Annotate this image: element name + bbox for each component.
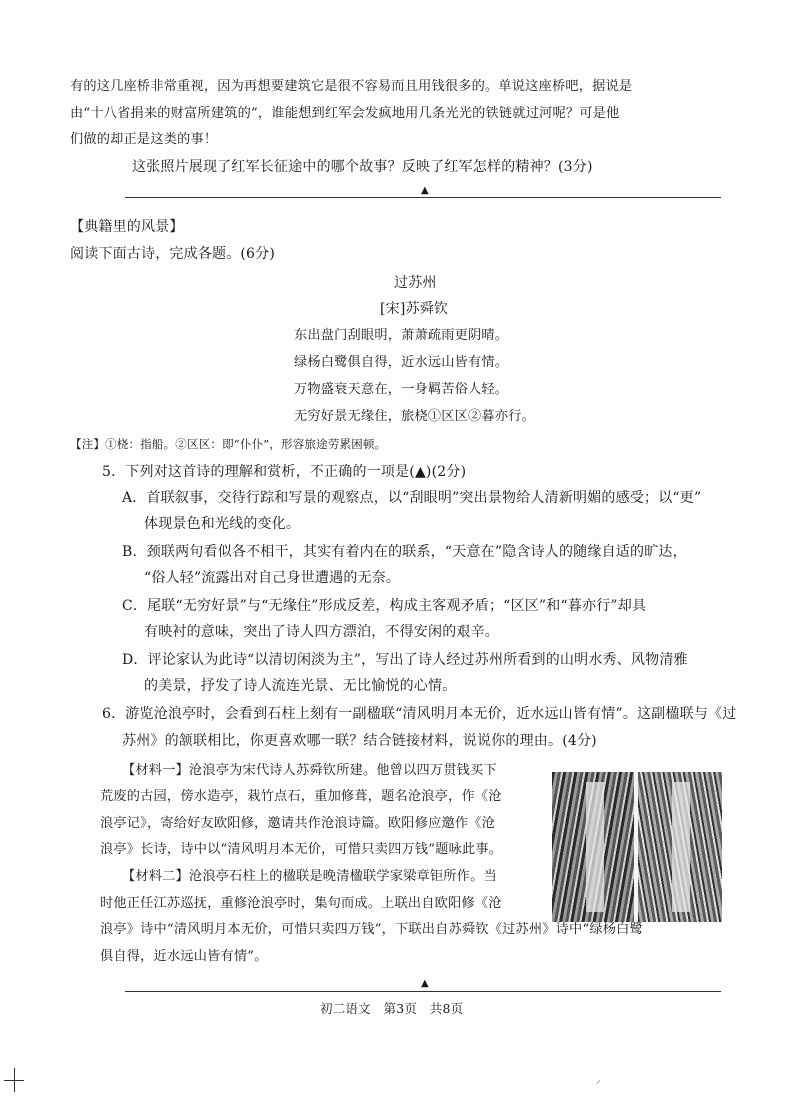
poem-line-2: 绿杨白鹭俱自得，近水远山皆有情。	[294, 355, 509, 370]
poem-line-1: 东出盘门刮眼明，萧萧疏雨更阴晴。	[294, 328, 509, 343]
q5-option-b-line-1: B．颈联两句看似各不相干，其实有着内在的联系，“天意在”隐含诗人的随缘自适的旷达，	[122, 544, 687, 560]
q5-stem: 5．下列对这首诗的理解和赏析，不正确的一项是(▲)(2分)	[102, 464, 467, 480]
material1-line-1: 【材料一】沧浪亭为宋代诗人苏舜钦所建。他曾以四万贯钱买下	[122, 763, 497, 778]
intro-question: 这张照片展现了红军长征途中的哪个故事？反映了红军怎样的精神？(3分)	[132, 159, 593, 175]
q5-option-c-line-1: C．尾联“无穷好景”与“无缘住”形成反差，构成主客观矛盾；“区区”和“暮亦行”却具	[122, 598, 647, 614]
material2-line-4: 俱自得，近水远山皆有情”。	[100, 949, 268, 964]
q5-option-d-line-2: 的美景，抒发了诗人流连光景、无比愉悦的心情。	[144, 678, 457, 694]
intro-line-1: 有的这几座桥非常重视，因为再想要建筑它是很不容易而且用钱很多的。单说这座桥吧，据说是	[70, 79, 633, 94]
material2-line-1: 【材料二】沧浪亭石柱上的楹联是晚清楹联学家梁章钜所作。当	[122, 869, 497, 884]
answer-triangle-2: ▲	[421, 978, 429, 989]
poem-line-3: 万物盛衰天意在，一身羁苦俗人轻。	[294, 382, 509, 397]
material2-line-3: 浪亭》诗中“清风明月本无价，可惜只卖四万钱”，下联出自苏舜钦《过苏州》诗中“绿杨白鹭	[100, 922, 643, 937]
material2-line-2: 时他正任江苏巡抚，重修沧浪亭时，集句而成。上联出自欧阳修《沧	[100, 896, 502, 911]
q5-option-c-line-2: 有映衬的意味，突出了诗人四方漂泊，不得安闲的艰辛。	[144, 624, 499, 640]
poem-title: 过苏州	[394, 275, 437, 291]
intro-line-3: 们做的却正是这类的事！	[70, 132, 218, 147]
material1-line-2: 荒废的古园，傍水造亭，栽竹点石，重加修葺，题名沧浪亭，作《沧	[100, 789, 502, 804]
q5-option-a-line-1: A．首联叙事，交待行踪和写景的观察点，以“刮眼明”突出景物给人清新明媚的感受；以“更”	[122, 490, 702, 506]
q5-option-b-line-2: “俗人轻”流露出对自己身世遭遇的无奈。	[144, 570, 401, 586]
photo-right-couplet	[672, 782, 690, 912]
poem-author: [宋]苏舜钦	[380, 301, 449, 317]
poem-line-4: 无穷好景无缘住，旅桡①区区②暮亦行。	[294, 409, 535, 424]
answer-line-2	[125, 991, 721, 992]
answer-triangle-1: ▲	[421, 185, 429, 196]
intro-line-2: 由“十八省捐来的财富所建筑的”，谁能想到红军会发疯地用几条光光的铁链就过河呢？可是他	[70, 106, 620, 121]
section-title: 【典籍里的风景】	[70, 219, 184, 235]
crop-mark-horizontal	[4, 1080, 24, 1081]
poem-note: 【注】①桡：指船。②区区：即“仆仆”，形容旅途劳累困顿。	[70, 437, 387, 451]
material1-line-3: 浪亭记》，寄给好友欧阳修，邀请共作沧浪诗篇。欧阳修应邀作《沧	[100, 816, 496, 831]
page-footer: 初二语文 第3页 共8页	[320, 1001, 464, 1016]
q6-stem-line-2: 苏州》的颔联相比，你更喜欢哪一联？结合链接材料，说说你的理由。(4分)	[122, 733, 597, 749]
q5-option-d-line-1: D．评论家认为此诗“以清切闲淡为主”，写出了诗人经过苏州所看到的山明水秀、风物清雅	[122, 652, 688, 668]
photo-left-couplet	[586, 782, 604, 912]
q5-option-a-line-2: 体现景色和光线的变化。	[144, 516, 301, 532]
q6-stem-line-1: 6．游览沧浪亭时，会看到石柱上刻有一副楹联“清风明月本无价，近水远山皆有情”。这副楹联与《过	[102, 706, 737, 722]
couplet-pillar-photo	[552, 772, 722, 922]
poem-instruction: 阅读下面古诗，完成各题。(6分)	[70, 246, 276, 262]
material1-line-4: 浪亭》长诗，诗中以“清风明月本无价，可惜只卖四万钱”题咏此事。	[100, 842, 503, 857]
answer-line-1	[125, 197, 721, 198]
scan-speck: ⸝	[596, 1075, 601, 1086]
